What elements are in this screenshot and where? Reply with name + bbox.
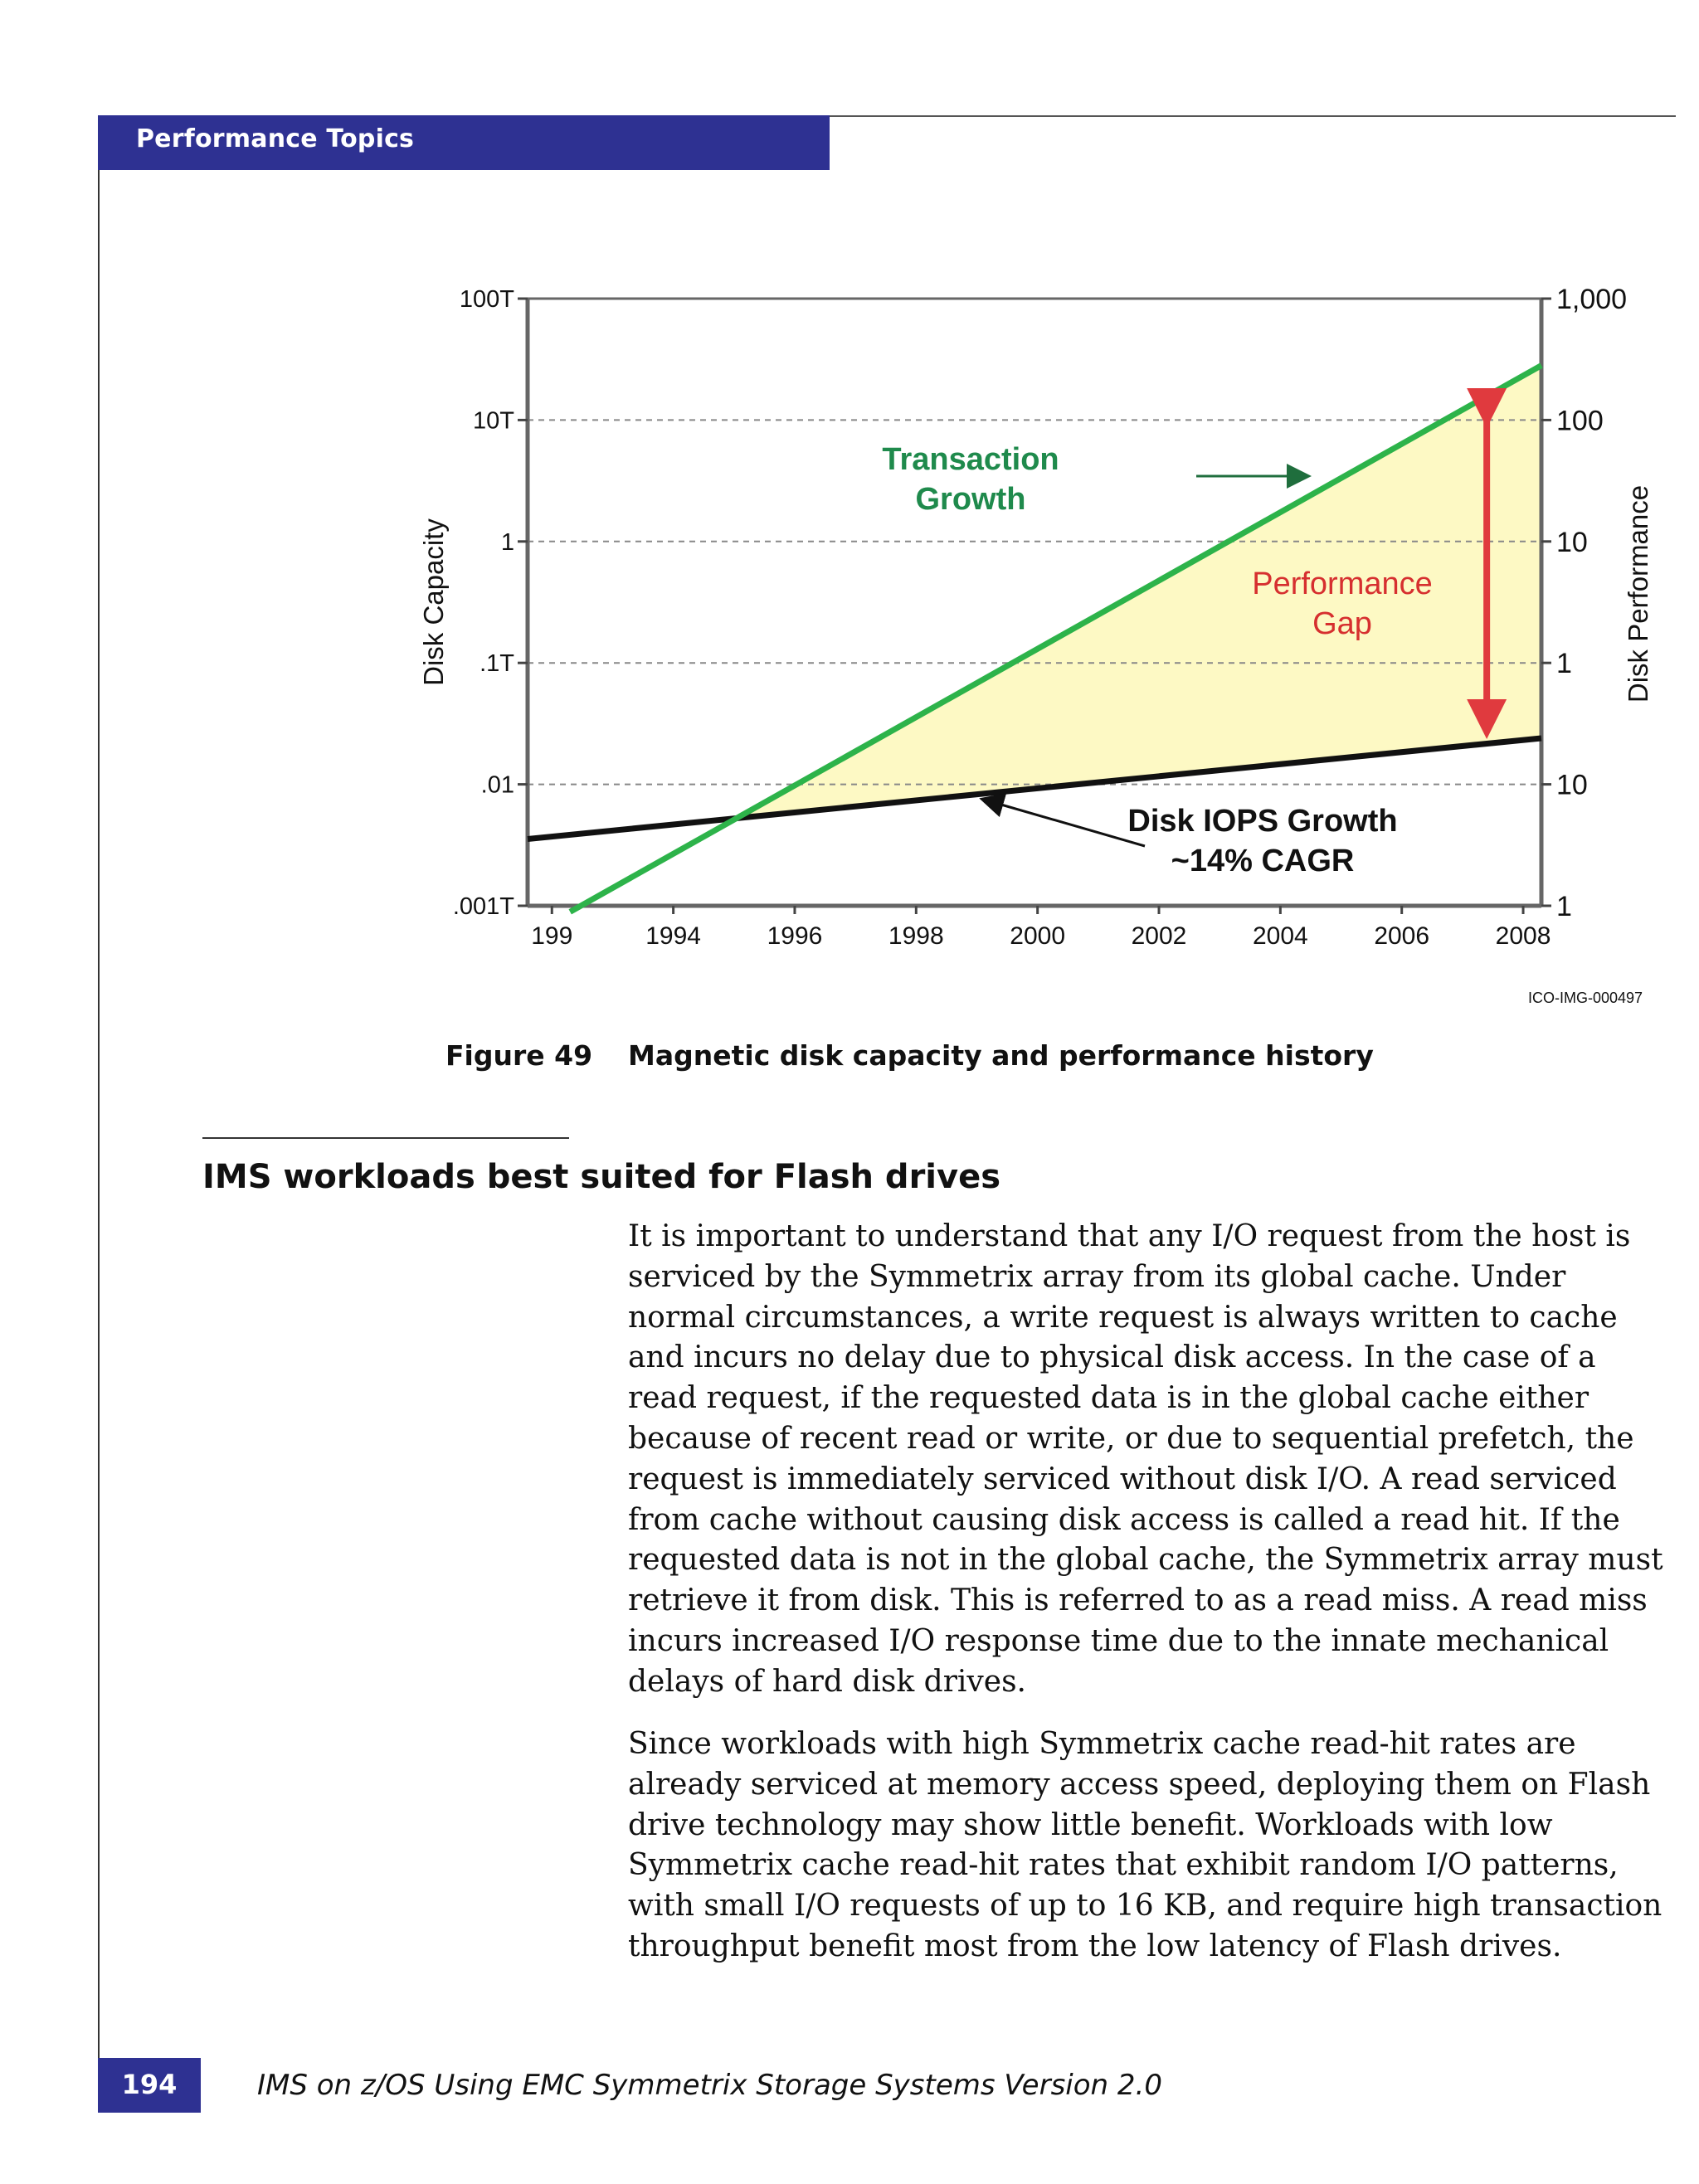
header-rule: [830, 115, 1676, 117]
x-tick-label: 1994: [645, 922, 701, 950]
page-number: 194: [121, 2069, 178, 2100]
right-tick-label: 100: [1556, 405, 1604, 437]
x-tick-label: 2004: [1252, 922, 1308, 950]
body-paragraph: Since workloads with high Symmetrix cache read-hit rates are already serviced at memory access speed, deploying them on Flash drive technology may show little benefit. Workloads with low Symmetrix cache read-hit rates that exhibit random I/O patterns, with small I/O requests of up to 16 KB, and require high transaction throughput benefit most from the low latency of Flash drives.: [628, 1727, 1662, 1963]
x-tick-label: 2008: [1495, 922, 1551, 950]
annotation-transaction-growth-line1: Transaction: [882, 442, 1059, 477]
x-tick-label: 2002: [1131, 922, 1187, 950]
annotation-performance-gap-line1: Performance: [1252, 567, 1433, 601]
x-tick-label: 1996: [767, 922, 823, 950]
footer-book-title: IMS on z/OS Using EMC Symmetrix Storage Systems Version 2.0: [257, 2069, 1162, 2102]
right-tick-label: 10: [1556, 769, 1588, 801]
left-tick-label: 1: [500, 528, 514, 556]
left-tick-label: .001T: [452, 893, 514, 920]
figure-caption: Magnetic disk capacity and performance history: [628, 1039, 1374, 1072]
disk-iops-arrow: [984, 800, 1145, 846]
right-tick-label: 1: [1556, 648, 1572, 680]
annotation-performance-gap-line2: Gap: [1312, 606, 1372, 641]
annotation-disk-iops-line2: ~14% CAGR: [1171, 844, 1355, 878]
figure-chart: [415, 274, 1659, 990]
x-tick-label: 199: [531, 922, 573, 950]
running-header: Performance Topics: [136, 124, 415, 153]
x-tick-label: 2006: [1374, 922, 1430, 950]
left-tick-label: .01: [480, 771, 514, 799]
section-title: IMS workloads best suited for Flash drives: [202, 1158, 1001, 1196]
left-tick-label: 100T: [459, 286, 514, 313]
section-rule: [202, 1137, 569, 1139]
left-margin-rule: [98, 170, 100, 2113]
x-tick-label: 2000: [1010, 922, 1066, 950]
right-tick-label: 1,000: [1556, 284, 1628, 315]
figure-image-id: ICO-IMG-000497: [1528, 990, 1643, 1006]
right-tick-label: 10: [1556, 526, 1588, 558]
body-paragraph: It is important to understand that any I/O request from the host is serviced by the Symmetrix array from its global cache. Under normal circumstances, a write request is always written to cache and incurs no delay due to physical disk access. In the case of a read request, if the requested data is in the global cache either because of recent read or write, or due to sequential prefetch, the request is immediately serviced without disk I/O. A read serviced from cache without causing disk access is called a read hit. If the requested data is not in the global cache, the Symmetrix array must retrieve it from disk. This is referred to as a read miss. A read miss incurs increased I/O response time due to the innate mechanical delays of hard disk drives.: [628, 1219, 1663, 1699]
annotation-disk-iops-line1: Disk IOPS Growth: [1127, 804, 1398, 839]
y-axis-right-title: Disk Performance: [1623, 484, 1653, 703]
left-tick-label: 10T: [473, 407, 514, 435]
figure-label: Figure 49: [445, 1039, 593, 1072]
chart-svg: [415, 274, 1659, 987]
annotation-transaction-growth-line2: Growth: [915, 482, 1026, 517]
x-tick-label: 1998: [888, 922, 944, 950]
right-tick-label: 1: [1556, 891, 1572, 922]
y-axis-left-title: Disk Capacity: [418, 518, 449, 686]
left-tick-label: .1T: [480, 650, 514, 678]
